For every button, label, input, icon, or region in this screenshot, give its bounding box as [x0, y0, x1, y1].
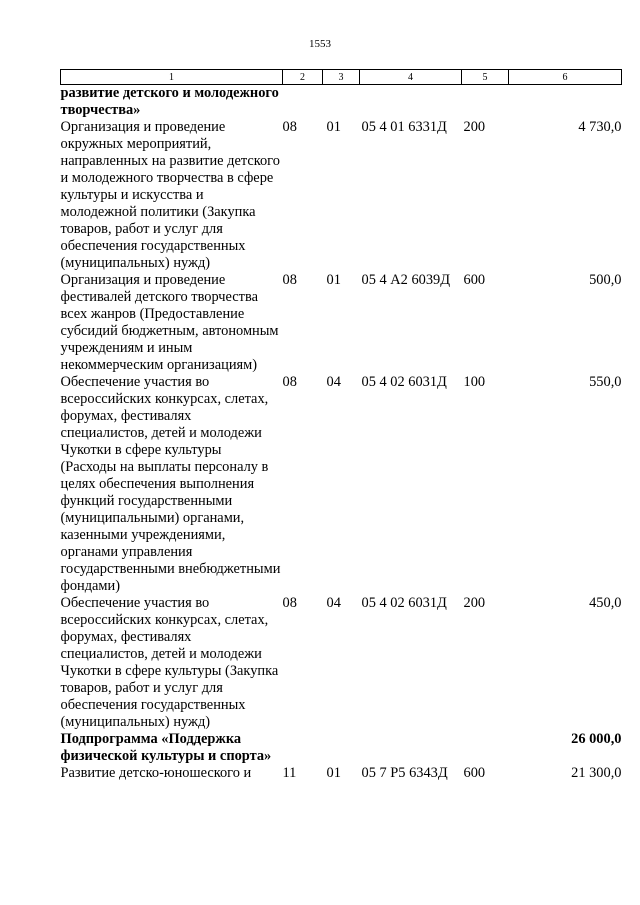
column-header: 3: [323, 70, 360, 85]
table-row: [61, 765, 622, 782]
expense-type-code: [462, 85, 509, 120]
amount: 4 730,0: [578, 119, 622, 135]
header-row: [61, 70, 622, 85]
expense-type-code: 200: [463, 119, 486, 135]
subsection-code: 04: [326, 374, 341, 390]
section-code: 11: [282, 765, 297, 781]
subsection-code: 04: [326, 595, 341, 611]
amount: 21 300,0: [571, 765, 622, 781]
section-code: 08: [282, 374, 297, 390]
amount: 550,0: [589, 374, 622, 390]
target-article-code: [360, 85, 462, 120]
column-header: 5: [462, 70, 509, 85]
expense-type-code: [462, 731, 509, 765]
expense-type-code: 100: [463, 374, 486, 390]
expense-type-code: 600: [463, 765, 486, 781]
table-row: [61, 272, 622, 374]
subsection-code: [323, 85, 360, 120]
target-article-code: 05 4 А2 6039Д: [361, 272, 451, 288]
section-code: [283, 85, 323, 120]
table-row: [61, 119, 622, 272]
column-header: 2: [283, 70, 323, 85]
subsection-code: 01: [326, 272, 341, 288]
table-row: [61, 85, 622, 120]
row-name: Организация и проведение окружных мероприятий, направленных на развитие детского и молодежного творчества в сфере культуры и искусства и молодежной политики (Закупка товаров, работ и услуг для обеспечения государственных (муниципальных) нужд): [60, 119, 280, 271]
target-article-code: [360, 731, 462, 765]
section-code: 08: [282, 119, 297, 135]
budget-table: [60, 69, 622, 782]
section-code: 08: [282, 595, 297, 611]
amount: 450,0: [589, 595, 622, 611]
expense-type-code: 600: [463, 272, 486, 288]
expense-type-code: 200: [463, 595, 486, 611]
target-article-code: 05 4 01 6331Д: [361, 119, 447, 135]
subsection-code: 01: [326, 765, 341, 781]
row-name: Обеспечение участия во всероссийских конкурсах, слетах, форумах, фестивалях специалистов, детей и молодежи Чукотки в сфере культуры (Закупка товаров, работ и услуг для обеспечения государственных (муниципальных) нужд): [60, 595, 279, 730]
section-code: 08: [282, 272, 297, 288]
column-header: 6: [509, 70, 622, 85]
subsection-code: [323, 731, 360, 765]
section-code: [283, 731, 323, 765]
amount: 26 000,0: [571, 731, 622, 747]
row-name: развитие детского и молодежного творчества»: [60, 85, 279, 118]
table-row: [61, 374, 622, 595]
row-name: Обеспечение участия во всероссийских конкурсах, слетах, форумах, фестивалях специалистов, детей и молодежи Чукотки в сфере культуры (Расходы на выплаты персоналу в целях обеспечения выполнения функций государственными (муниципальными) органами, казенными учреждениями, органами управления государственными внебюджетными фондами): [60, 374, 281, 594]
table-row: [61, 595, 622, 731]
amount: 500,0: [589, 272, 622, 288]
table-row: [61, 731, 622, 765]
target-article-code: 05 4 02 6031Д: [361, 595, 447, 611]
column-header: 4: [360, 70, 462, 85]
amount: [509, 85, 622, 120]
row-name: Развитие детско-юношеского и: [60, 765, 252, 781]
subsection-code: 01: [326, 119, 341, 135]
target-article-code: 05 4 02 6031Д: [361, 374, 447, 390]
row-name: Подпрограмма «Поддержка физической культуры и спорта»: [60, 731, 272, 764]
page-number: 1553: [309, 38, 331, 50]
row-name: Организация и проведение фестивалей детского творчества всех жанров (Предоставление субсидий бюджетным, автономным учреждениям и иным некоммерческим организациям): [60, 272, 279, 373]
column-header: 1: [61, 70, 283, 85]
target-article-code: 05 7 Р5 6343Д: [361, 765, 448, 781]
